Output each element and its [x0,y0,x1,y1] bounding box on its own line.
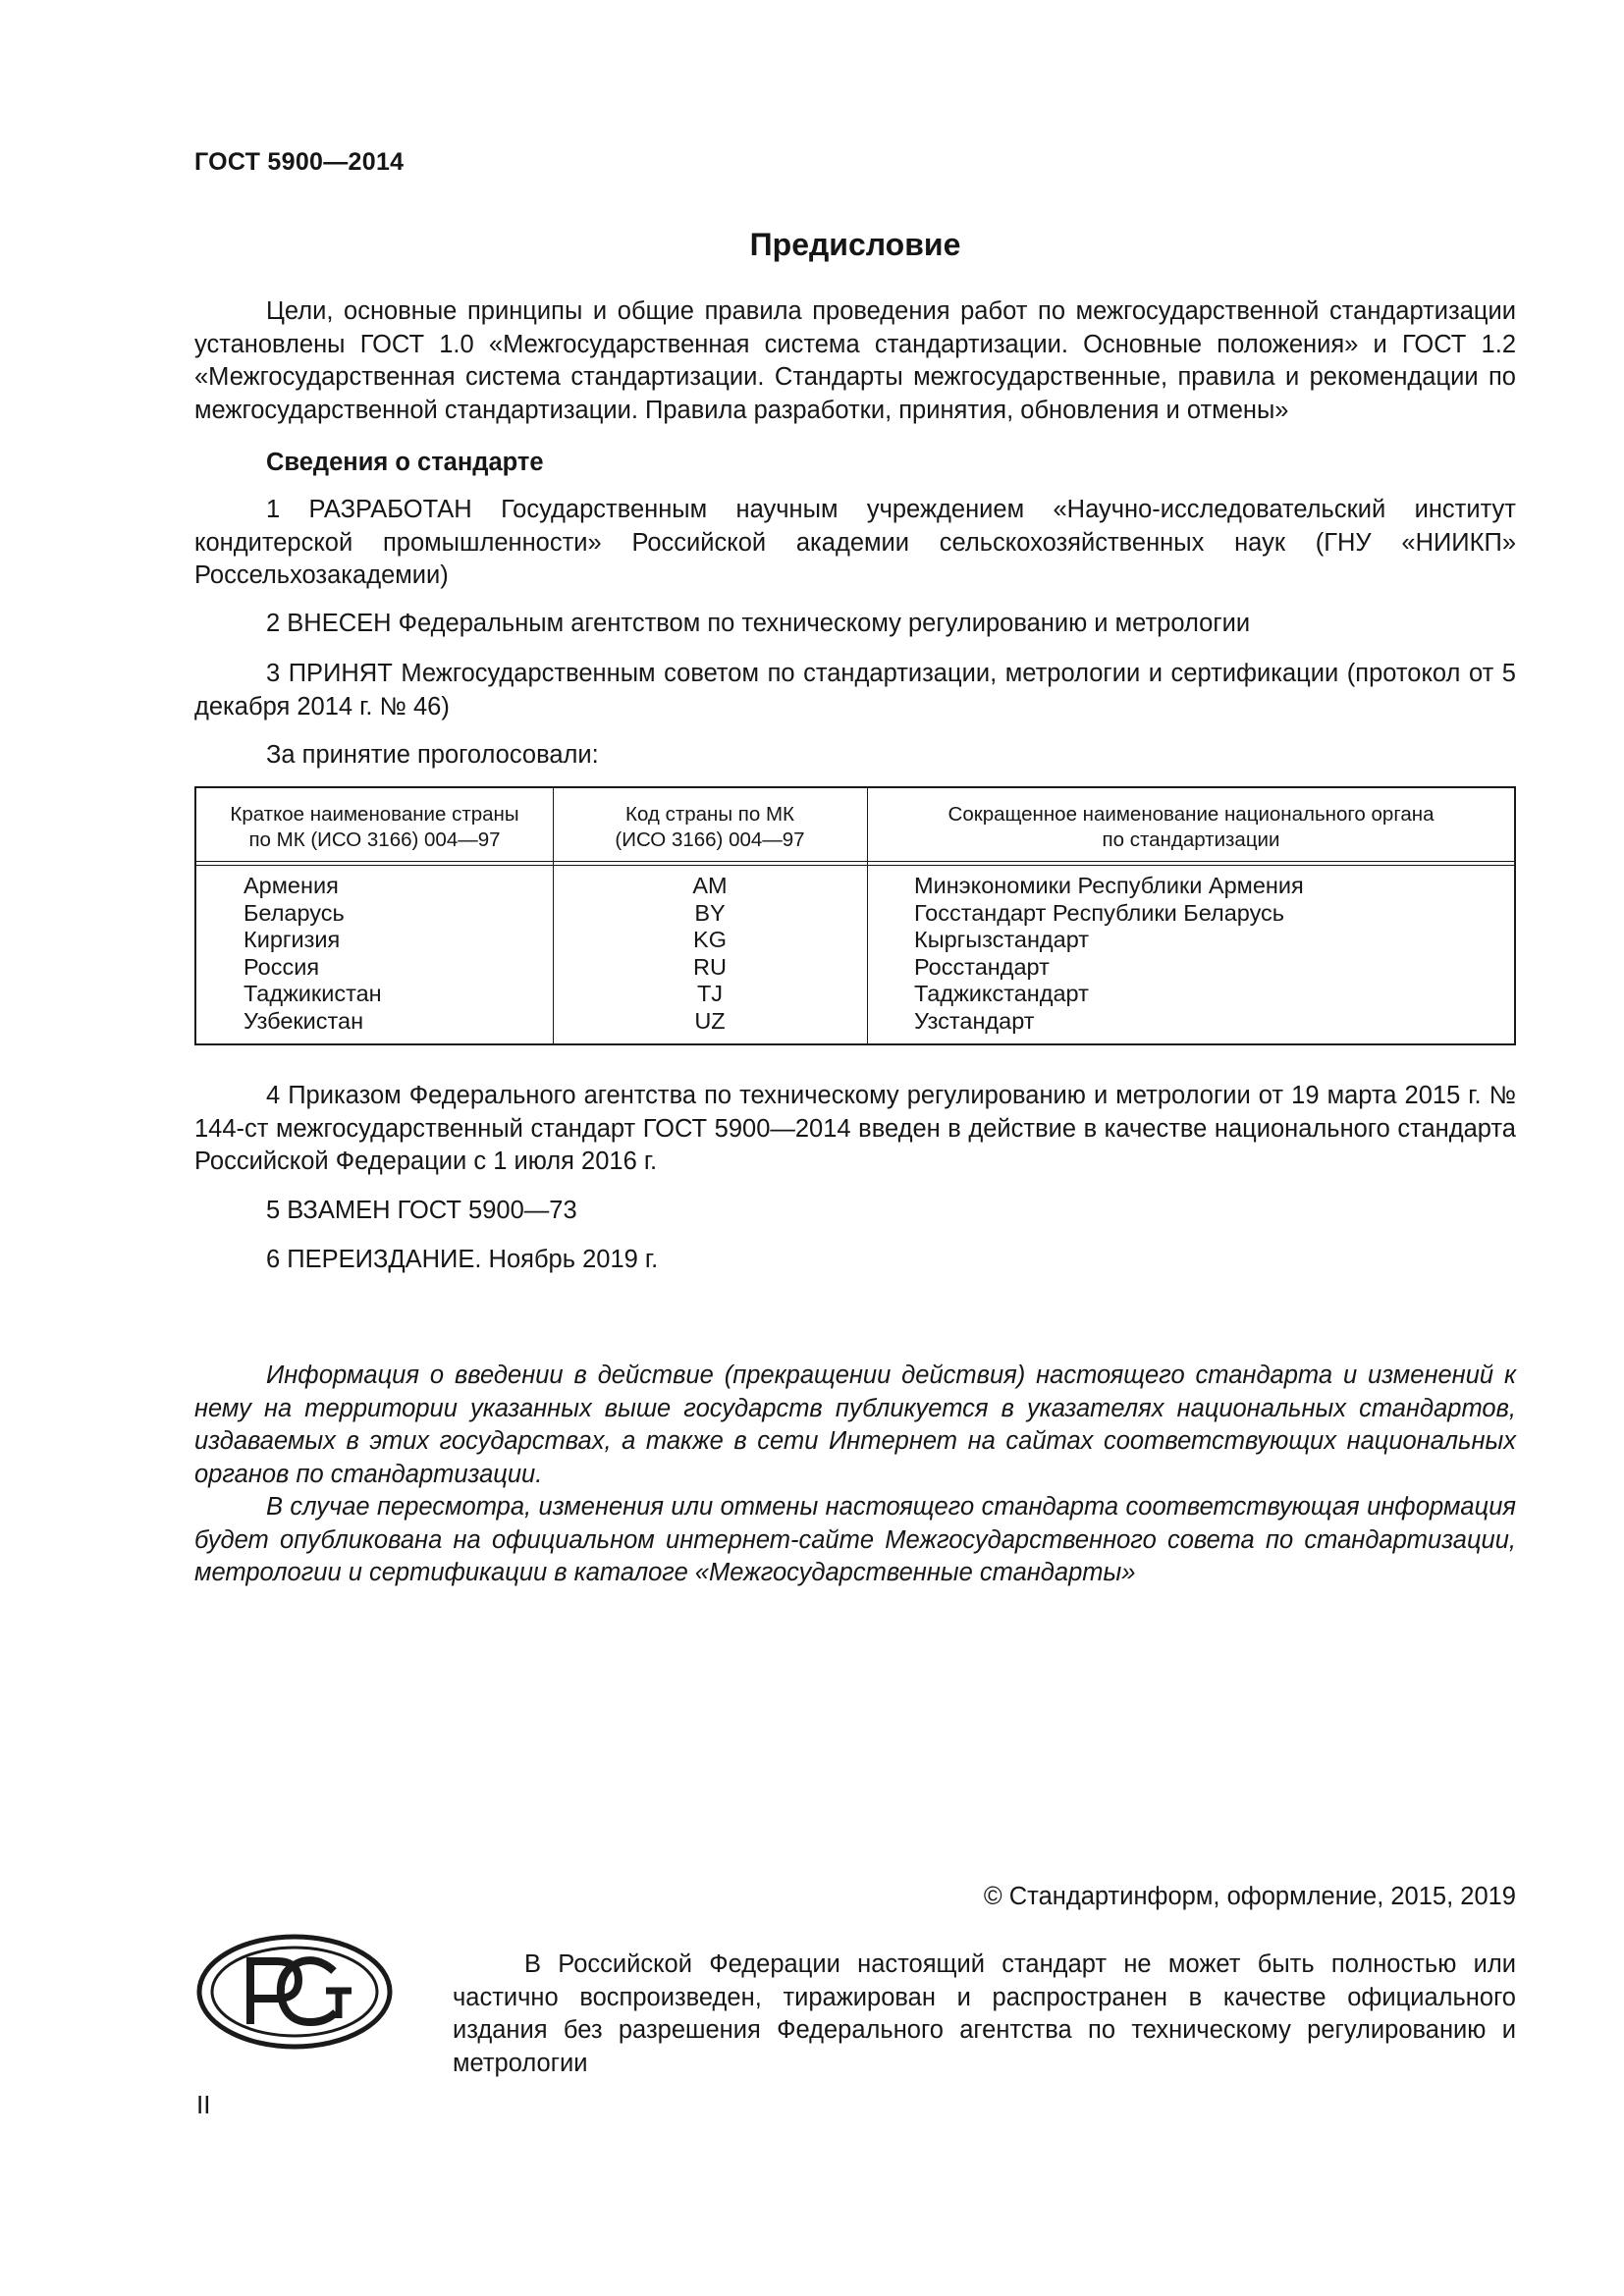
intro-paragraph: Цели, основные принципы и общие правила проведения работ по межгосударственной стандартизации установлены ГОСТ 1.0 «Межгосударственная система стандартизации. Основные положения» и ГОСТ 1.2 «Межгосударственная система стандартизации. Стандарты межгосударственные, правила и рекомендации по межгосударственной стандартизации. Правила разработки, принятия, обновления и отмены» [194,297,1516,424]
header-line: (ИСО 3166) 004—97 [615,828,805,851]
item-5-replaces: 5 ВЗАМЕН ГОСТ 5900—73 [266,1197,577,1224]
table-header-country [196,802,553,853]
code-cell: AM [692,873,728,898]
item-4-order: 4 Приказом Федерального агентства по техническому регулированию и метрологии от 19 марта 2015 г. № 144-ст межгосударственный стандарт ГОСТ 5900—2014 введен в действие в качестве национального стандарта Российской Федерации с 1 июля 2016 г. [194,1082,1516,1175]
code-cell: RU [693,953,727,980]
country-cell: Армения [244,873,339,898]
header-line: по МК (ИСО 3166) 004—97 [248,828,501,851]
table-header-code [553,802,867,853]
body-cell: Кыргызстандарт [914,927,1090,953]
body-cell: Минэкономики Республики Армения [914,873,1304,898]
item-1-developed: 1 РАЗРАБОТАН Государственным научным учреждением «Научно-исследовательский институт кондитерской промышленности» Российской академии сельскохозяйственных наук (ГНУ «НИИКП» Россельхозакадемии) [194,496,1516,589]
country-cell: Киргизия [244,927,341,953]
rights-notice: В Российской Федерации настоящий стандарт не может быть полностью или частично воспроизведен, тиражирован и распространен в качестве официального издания без разрешения Федерального агентства по техническому регулированию и метрологии [453,1950,1516,2077]
table-header-rule [196,865,1514,866]
body-cell: Таджикстандарт [914,981,1089,1007]
code-cell: BY [694,899,726,926]
document-header: ГОСТ 5900—2014 [194,148,405,176]
country-cell: Таджикистан [244,981,382,1007]
header-line: Код страны по МК [625,803,794,826]
item-6-reissue: 6 ПЕРЕИЗДАНИЕ. Ноябрь 2019 г. [266,1246,659,1273]
header-line: Сокращенное наименование национального органа [947,803,1435,826]
code-column [553,873,867,1036]
country-cell: Россия [244,953,320,980]
notice-paragraph-1: Информация о введении в действие (прекращении действия) настоящего стандарта и изменений к нему на территории указанных выше государств публикуется в указателях национальных стандартов, издаваемых в этих государствах, а также в сети Интернет на сайтах соответствующих национальных органов по стандартизации. [194,1362,1516,1488]
code-cell: TJ [696,981,724,1007]
item-2-introduced: 2 ВНЕСЕН Федеральным агентством по техническому регулированию и метрологии [266,610,1251,637]
body-cell: Росстандарт [914,953,1050,980]
copyright-line: © Стандартинформ, оформление, 2015, 2019 [983,1883,1516,1910]
info-section-title: Сведения о стандарте [266,449,544,476]
item-3-adopted: 3 ПРИНЯТ Межгосударственным советом по стандартизации, метрологии и сертификации (протокол от 5 декабря 2014 г. № 46) [194,660,1516,721]
voting-table [194,786,1516,1045]
header-line: Краткое наименование страны [230,803,519,826]
notice-paragraph-2: В случае пересмотра, изменения или отмены настоящего стандарта соответствующая информация будет опубликована на официальном интернет-сайте Межгосударственного совета по стандартизации, метрологии и сертификации в каталоге «Межгосударственные стандарты» [194,1493,1516,1586]
table-header-rule [196,861,1514,862]
pct-certification-mark-icon [196,1934,393,2050]
header-line: по стандартизации [1102,828,1280,851]
page-title: Предисловие [749,227,961,262]
body-cell: Госстандарт Республики Беларусь [914,899,1285,926]
code-cell: KG [693,927,727,953]
table-header-body [867,802,1515,853]
page-number: II [196,2090,211,2119]
country-column [244,873,382,1036]
voted-label: За принятие проголосовали: [266,741,599,769]
country-cell: Узбекистан [244,1007,364,1034]
body-column [914,873,1304,1036]
code-cell: UZ [694,1007,726,1034]
country-cell: Беларусь [244,899,345,926]
body-cell: Узстандарт [914,1007,1035,1034]
